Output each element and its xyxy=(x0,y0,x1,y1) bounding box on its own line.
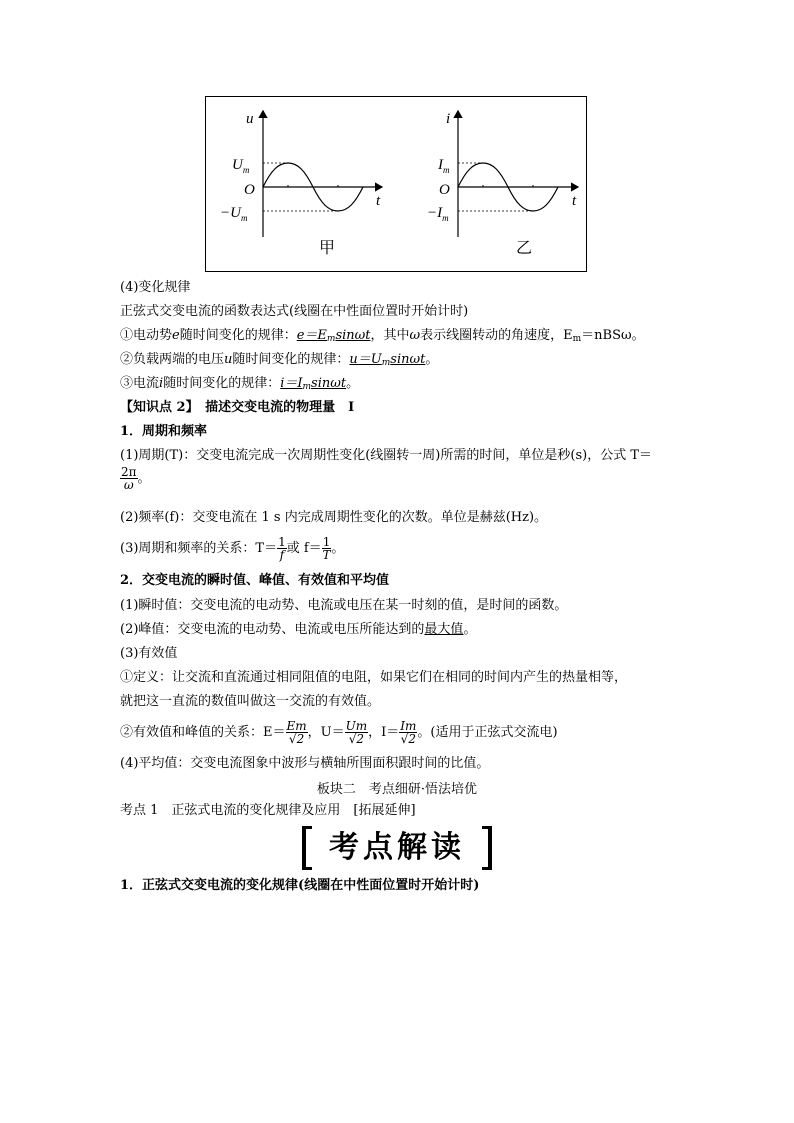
origin-label: O xyxy=(244,182,255,198)
trough-label: $-I_m$ xyxy=(427,205,449,223)
paragraph: (1)瞬时值：交变电流的电动势、电流或电压在某一时刻的值，是时间的函数。 xyxy=(120,598,568,613)
period-definition: (1)周期(T)：交变电流完成一次周期性变化(线圈转一周)所需的时间，单位是秒(s)，公式 T＝ xyxy=(120,448,652,463)
caption-yi: 乙 xyxy=(516,240,533,257)
waveform-figure xyxy=(205,96,587,272)
origin-label: O xyxy=(439,182,450,198)
trough-label: $-U_m$ xyxy=(220,205,248,223)
peak-label: $U_m$ xyxy=(232,157,250,175)
formula-line-voltage: ②负载两端的电压u随时间变化的规律：$u=U_m\sin\omega t$。 xyxy=(120,352,439,368)
subheading: 2．交变电流的瞬时值、峰值、有效值和平均值 xyxy=(120,573,390,588)
rms-peak-relation: ②有效值和峰值的关系：E＝ $\frac{Em}{√2}$ ，U＝ $\frac{Um}{√2}$ ，I＝ $\frac{Im}{√2}$ 。(适用于正弦式交流电) xyxy=(120,719,558,746)
waveform-graphs xyxy=(206,97,588,273)
caption-jia: 甲 xyxy=(319,240,336,257)
i-axis-label: i xyxy=(446,111,451,127)
section-heading: (4)变化规律 xyxy=(120,280,191,295)
period-frequency-relation: (3)周期和频率的关系：T＝ $\frac{1}{f}$ 或 f＝ $\frac{1}{T}$ 。 xyxy=(120,535,345,562)
t-axis-label: t xyxy=(572,193,577,209)
right-bracket xyxy=(482,826,492,870)
paragraph: (2)峰值：交变电流的电动势、电流或电压所能达到的最大值。 xyxy=(120,622,477,637)
exam-point-title: 考点 1 正弦式电流的变化规律及应用 [拓展延伸] xyxy=(120,803,416,818)
t-axis-label: t xyxy=(376,193,381,209)
formula-line-emf: ①电动势e随时间变化的规律：$e=E_m\sin\omega t$，其中ω表示线圈转动的角速度，$E_m=nBS\omega$。 xyxy=(120,328,645,344)
banner-text: 考点解读 xyxy=(329,830,465,865)
knowledge-point-heading: 【知识点 2】 描述交变电流的物理量 Ⅰ xyxy=(120,400,355,415)
u-axis-label: u xyxy=(246,111,254,127)
paragraph: (3)有效值 xyxy=(120,646,178,661)
current-graph xyxy=(458,111,578,237)
voltage-graph xyxy=(263,111,382,237)
subheading: 1．正弦式交变电流的变化规律(线圈在中性面位置时开始计时) xyxy=(120,878,480,893)
paragraph: 就把这一直流的数值叫做这一交流的有效值。 xyxy=(120,694,381,709)
period-formula-fraction: $\frac{2\pi}{\omega}$ 。 xyxy=(121,465,151,492)
exam-point-banner xyxy=(302,826,492,870)
paragraph: ①定义：让交流和直流通过相同阻值的电阻，如果它们在相同的时间内产生的热量相等， xyxy=(120,670,628,685)
subheading: 1．周期和频率 xyxy=(120,424,208,439)
paragraph: 正弦式交变电流的函数表达式(线圈在中性面位置时开始计时) xyxy=(120,304,469,319)
frequency-definition: (2)频率(f)：交变电流在 1 s 内完成周期性变化的次数。单位是赫兹(Hz)。 xyxy=(120,510,548,525)
section-title: 板块二 考点细研·悟法培优 xyxy=(316,782,478,797)
peak-label: $I_m$ xyxy=(438,157,450,175)
paragraph: (4)平均值：交变电流图象中波形与横轴所围面积跟时间的比值。 xyxy=(120,756,490,771)
formula-line-current: ③电流i随时间变化的规律：$i=I_m\sin\omega t$。 xyxy=(120,376,360,392)
